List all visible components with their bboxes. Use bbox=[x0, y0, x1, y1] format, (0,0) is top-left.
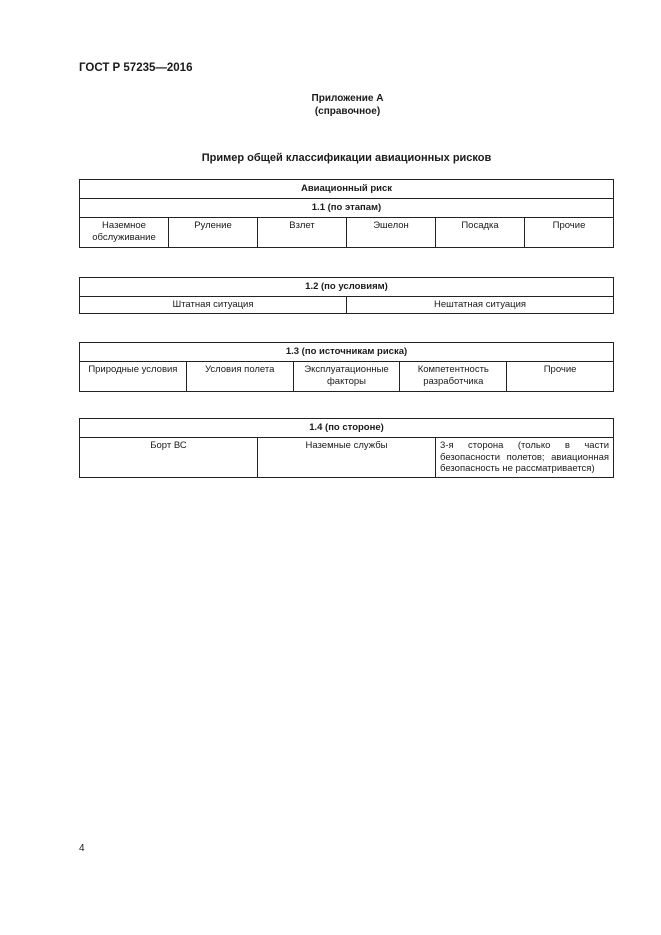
table-cell: Природные условия bbox=[80, 362, 187, 392]
table-sub-header: 1.1 (по этапам) bbox=[80, 199, 614, 218]
table-cell: Прочие bbox=[507, 362, 614, 392]
table-cell: Эшелон bbox=[347, 218, 436, 248]
page-number: 4 bbox=[79, 843, 85, 854]
table-cell: Борт ВС bbox=[80, 438, 258, 478]
table-cell: Условия полета bbox=[186, 362, 293, 392]
conditions-table bbox=[79, 277, 614, 314]
page-title: Пример общей классификации авиационных рисков bbox=[201, 152, 492, 164]
table-header: 1.2 (по условиям) bbox=[80, 278, 614, 297]
table-main-header: Авиационный риск bbox=[80, 180, 614, 199]
side-table bbox=[79, 418, 614, 478]
table-cell: Посадка bbox=[436, 218, 525, 248]
table-cell: 3-я сторона (только в части безопасности полетов; авиационная безопасность не рассматривается) bbox=[436, 438, 614, 478]
table-cell: Взлет bbox=[258, 218, 347, 248]
table-header: 1.4 (по стороне) bbox=[80, 419, 614, 438]
table-header: 1.3 (по источникам риска) bbox=[80, 343, 614, 362]
appendix-heading bbox=[0, 92, 661, 118]
table-cell: Наземные службы bbox=[258, 438, 436, 478]
appendix-note: (справочное) bbox=[314, 106, 381, 117]
document-code: ГОСТ Р 57235—2016 bbox=[79, 62, 193, 74]
table-cell: Прочие bbox=[525, 218, 614, 248]
risk-sources-table bbox=[79, 342, 614, 392]
table-cell: Компетентность разработчика bbox=[400, 362, 507, 392]
table-cell: Нештатная ситуация bbox=[347, 297, 614, 314]
table-cell: Штатная ситуация bbox=[80, 297, 347, 314]
table-cell: Наземное обслуживание bbox=[80, 218, 169, 248]
table-cell: Руление bbox=[169, 218, 258, 248]
table-cell: Эксплуатационные факторы bbox=[293, 362, 400, 392]
appendix-label: Приложение А bbox=[311, 93, 384, 104]
stages-table bbox=[79, 179, 614, 248]
